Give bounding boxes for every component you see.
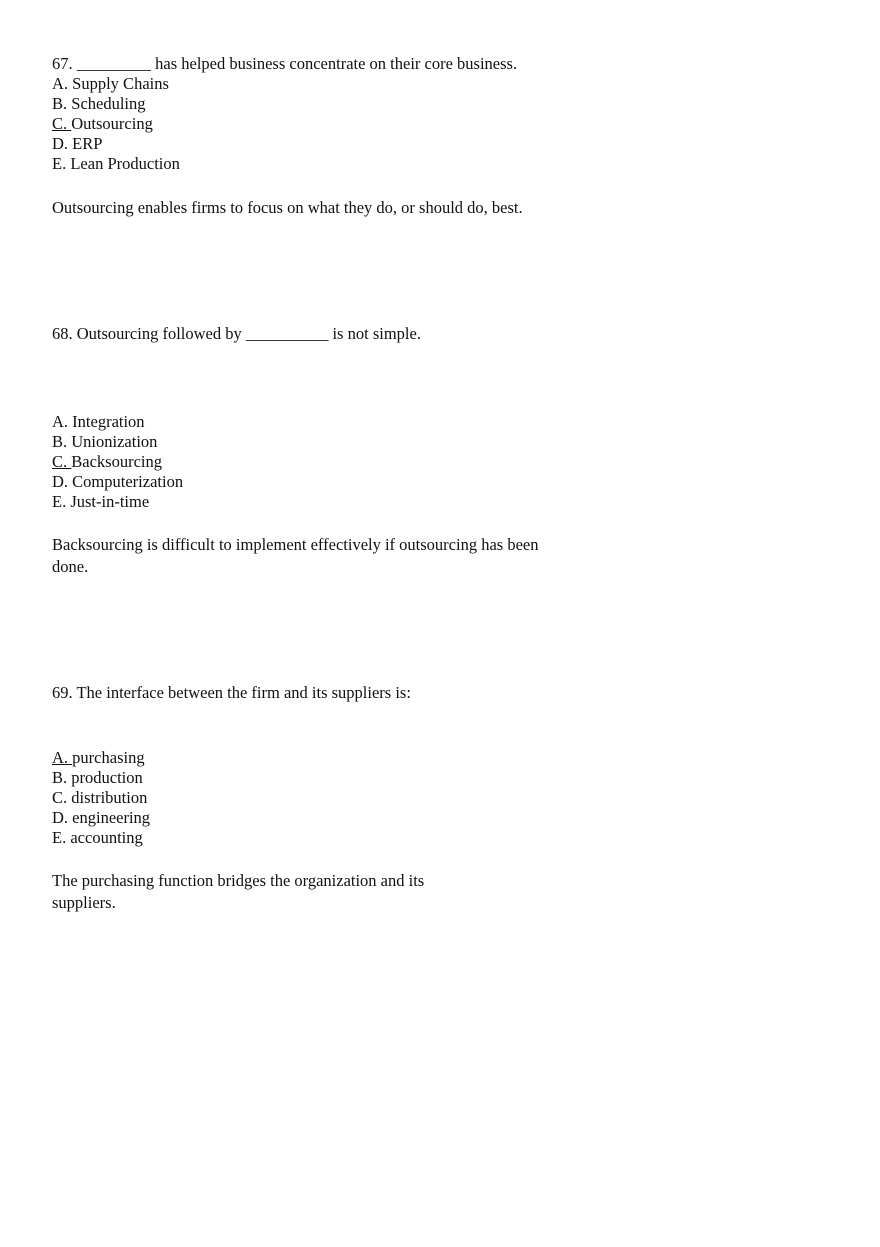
option-e [52, 154, 523, 174]
option-text: Supply Chains [72, 74, 169, 93]
option-text: Just-in-time [70, 492, 150, 511]
option-d [52, 808, 424, 828]
option-letter: A. [52, 412, 73, 431]
option-b [52, 768, 424, 788]
correct-option-letter: C. [52, 114, 72, 133]
option-text: engineering [72, 808, 151, 827]
option-e [52, 828, 424, 848]
option-text: Backsourcing [71, 452, 162, 471]
option-c [52, 114, 523, 134]
option-c [52, 452, 538, 472]
explanation-line: The purchasing function bridges the organization and its [52, 871, 425, 890]
option-text: production [71, 768, 143, 787]
option-text: Outsourcing [71, 114, 153, 133]
option-letter: E. [52, 828, 71, 847]
option-text: purchasing [72, 748, 145, 767]
option-letter: D. [52, 472, 73, 491]
option-letter: B. [52, 94, 72, 113]
explanation [52, 197, 523, 219]
option-text: Integration [72, 412, 145, 431]
option-text: Scheduling [71, 94, 146, 113]
explanation [52, 534, 538, 578]
option-text: Computerization [72, 472, 184, 491]
option-text: Unionization [71, 432, 158, 451]
question-stem: 67. _________ has helped business concentrate on their core business. [52, 54, 518, 73]
correct-option-letter: C. [52, 452, 72, 471]
option-letter: E. [52, 154, 71, 173]
option-text: distribution [71, 788, 148, 807]
option-letter: E. [52, 492, 71, 511]
option-d [52, 134, 523, 154]
option-a [52, 74, 523, 94]
correct-option-letter: A. [52, 748, 73, 767]
explanation-line: Outsourcing enables firms to focus on what they do, or should do, best. [52, 198, 523, 217]
explanation-line: Backsourcing is difficult to implement effectively if outsourcing has been [52, 535, 539, 554]
option-e [52, 492, 538, 512]
option-a [52, 412, 538, 432]
question-69 [52, 683, 424, 914]
option-letter: C. [52, 788, 72, 807]
question-68 [52, 324, 538, 578]
option-text: ERP [72, 134, 103, 153]
option-c [52, 788, 424, 808]
option-letter: D. [52, 134, 73, 153]
explanation-line: suppliers. [52, 893, 116, 912]
option-d [52, 472, 538, 492]
option-letter: B. [52, 768, 72, 787]
question-stem: 68. Outsourcing followed by __________ is not simple. [52, 324, 421, 343]
option-letter: D. [52, 808, 73, 827]
option-text: Lean Production [70, 154, 180, 173]
option-letter: B. [52, 432, 72, 451]
option-b [52, 432, 538, 452]
option-b [52, 94, 523, 114]
option-a [52, 748, 424, 768]
question-67 [52, 54, 523, 219]
option-text: accounting [70, 828, 143, 847]
option-letter: A. [52, 74, 73, 93]
question-stem: 69. The interface between the firm and its suppliers is: [52, 683, 411, 702]
explanation-line: done. [52, 557, 89, 576]
explanation [52, 870, 424, 914]
